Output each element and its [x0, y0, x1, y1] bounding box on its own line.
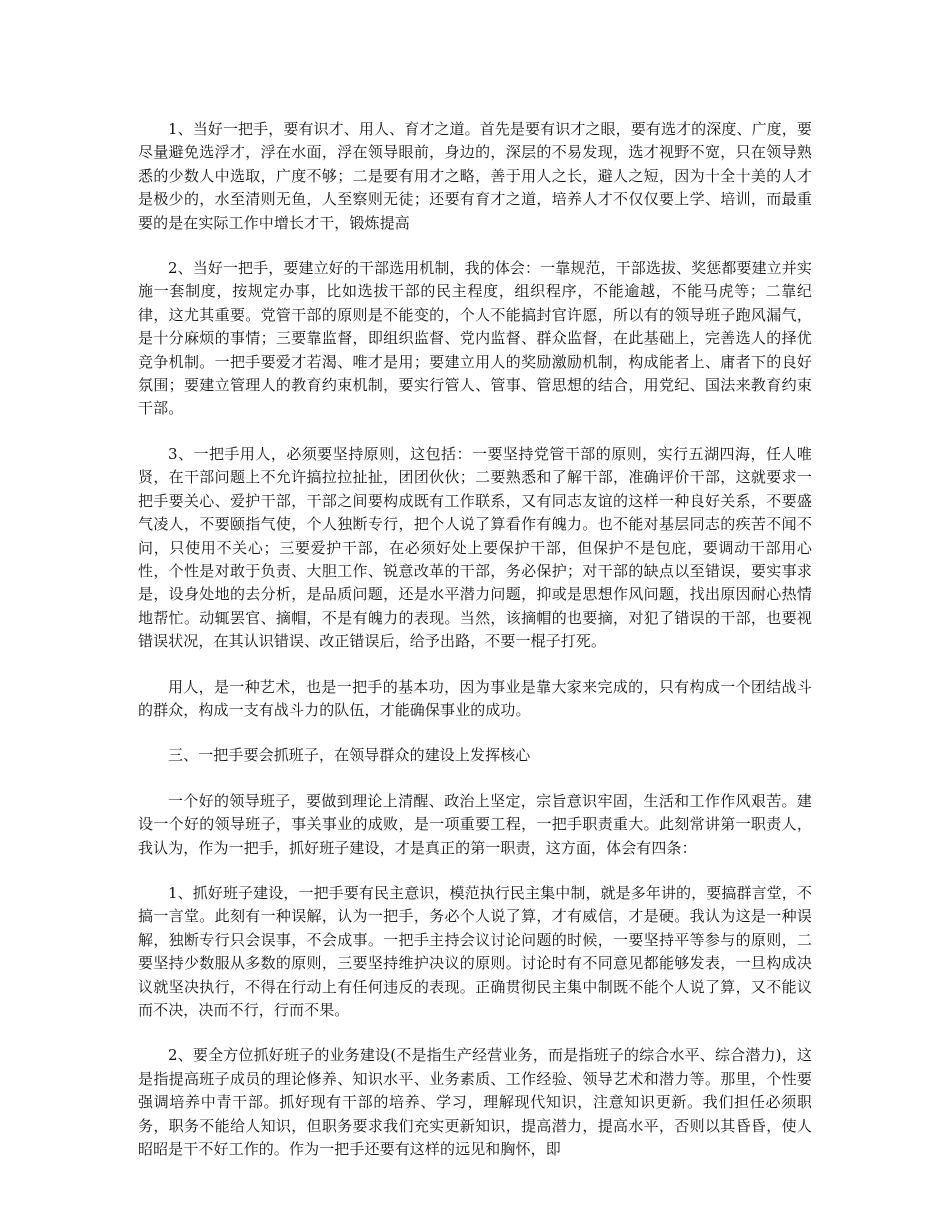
- paragraph-3: 3、一把手用人，必须要坚持原则，这包括：一要坚持党管干部的原则，实行五湖四海，任人唯贤，在干部问题上不允许搞拉拉扯扯，团团伙伙；二要熟悉和了解干部，准确评价干部，这就要求一把手要关心、爱护干部，干部之间要构成既有工作联系，又有同志友谊的这样一种良好关系，不要盛气凌人，不要颐指气使，个人独断专行，把个人说了算看作有魄力。也不能对基层同志的疾苦不闻不问，只使用不关心；三要爱护干部，在必须好处上要保护干部，但保护不是包庇，要调动干部用心性，个性是对敢于负责、大胆工作、锐意改革的干部，务必保护；对干部的缺点以至错误，要实事求是，设身处地的去分析，是品质问题，还是水平潜力问题，抑或是思想作风问题，找出原因耐心热情地帮忙。动辄罢官、摘帽，不是有魄力的表现。当然，该摘帽的也要摘，对犯了错误的干部，也要视错误状况，在其认识错误、改正错误后，给予出路，不要一棍子打死。: [138, 444, 812, 651]
- paragraph-5: 一个好的领导班子，要做到理论上清醒、政治上坚定，宗旨意识牢固，生活和工作作风艰苦。建设一个好的领导班子，事关事业的成败，是一项重要工程，一把手职责重大。此刻常讲第一职责人，我认为，作为一把手，抓好班子建设，才是真正的第一职责，这方面，体会有四条：: [138, 791, 812, 857]
- paragraph-2: 2、当好一把手，要建立好的干部选用机制，我的体会：一靠规范，干部选拔、奖惩都要建立并实施一套制度，按规定办事，比如选拔干部的民主程度，组织程序，不能逾越，不能马虎等；二靠纪律，这尤其重要。党管干部的原则是不能变的，个人不能搞封官许愿，所以有的领导班子跑风漏气，是十分麻烦的事情；三要靠监督，即组织监督、党内监督、群众监督，在此基础上，完善选人的择优竞争机制。一把手要爱才若渴、唯才是用；要建立用人的奖励激励机制，构成能者上、庸者下的良好氛围；要建立管理人的教育约束机制，要实行管人、管事、管思想的结合，用党纪、国法来教育约束干部。: [138, 259, 812, 418]
- section-heading: 三、一把手要会抓班子，在领导群众的建设上发挥核心: [168, 746, 531, 765]
- paragraph-4: 用人，是一种艺术，也是一把手的基本功，因为事业是靠大家来完成的，只有构成一个团结战斗的群众，构成一支有战斗力的队伍，才能确保事业的成功。: [138, 677, 812, 719]
- paragraph-6: 1、抓好班子建设，一把手要有民主意识，模范执行民主集中制，就是多年讲的，要搞群言堂，不搞一言堂。此刻有一种误解，认为一把手，务必个人说了算，才有威信，才是硬。我认为这是一种误解，独断专行只会误事，不会成事。一把手主持会议讨论问题的时候，一要坚持平等参与的原则，二要坚持少数服从多数的原则，三要坚持维护决议的原则。讨论时有不同意见都能够发表，一旦构成决议就坚决执行，不得在行动上有任何违反的表现。正确贯彻民主集中制既不能个人说了算，又不能议而不决，决而不行，行而不果。: [138, 883, 812, 1019]
- paragraph-7: 2、要全方位抓好班子的业务建设(不是指生产经营业务，而是指班子的综合水平、综合潜力)，这是指提高班子成员的理论修养、知识水平、业务素质、工作经验、领导艺术和潜力等。那里，个性要强调培养中青干部。抓好现有干部的培养、学习，理解现代知识，注意知识更新。我们担任必须职务，职务不能给人知识，但职务要求我们充实更新知识，提高潜力，提高水平，否则以其昏昏，使人昭昭是干不好工作的。作为一把手还要有这样的远见和胸怀，即: [138, 1046, 812, 1159]
- paragraph-1: 1、当好一把手，要有识才、用人、育才之道。首先是要有识才之眼，要有选才的深度、广度，要尽量避免选浮才，浮在水面，浮在领导眼前，身边的，深层的不易发现，选才视野不宽，只在领导熟悉的少数人中选取，广度不够；二是要有用才之略，善于用人之长，避人之短，因为十全十美的人才是极少的，水至清则无鱼，人至察则无徒；还要有育才之道，培养人才不仅仅要上学、培训，而最重要的是在实际工作中增长才干，锻炼提高: [138, 120, 812, 232]
- document-body: [138, 118, 812, 1183]
